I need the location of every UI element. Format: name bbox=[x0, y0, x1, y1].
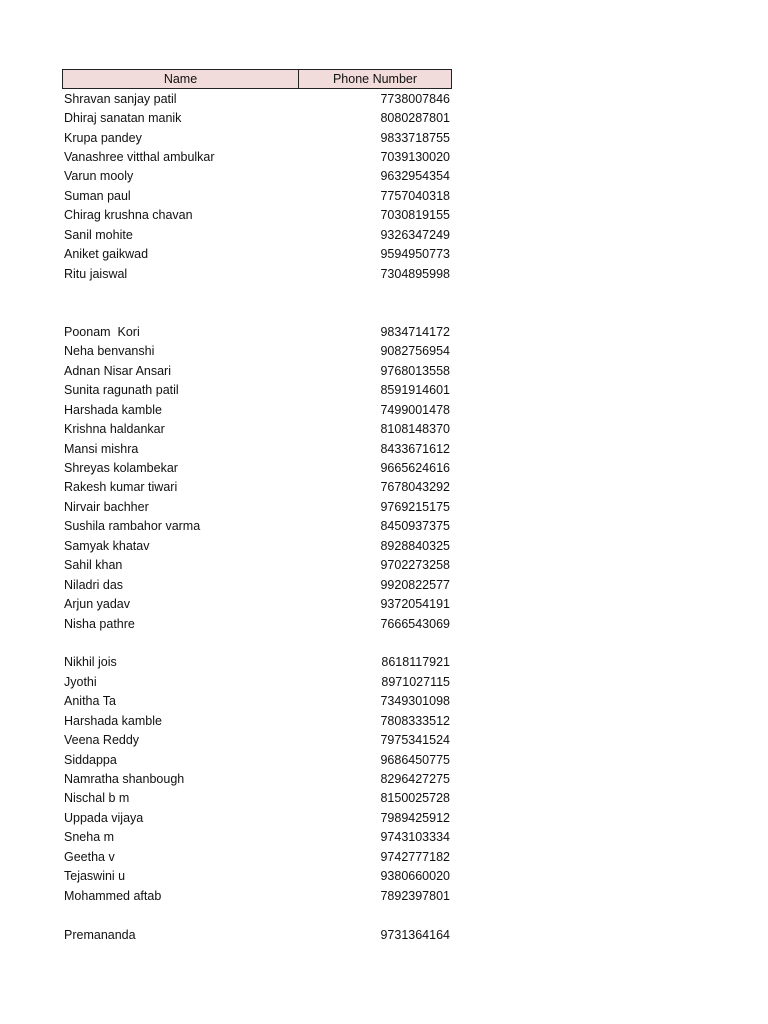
cell-phone: 7678043292 bbox=[380, 480, 450, 495]
cell-phone: 9702273258 bbox=[380, 558, 450, 573]
table-row bbox=[62, 789, 452, 808]
cell-phone: 8080287801 bbox=[380, 111, 450, 126]
table-row bbox=[62, 439, 452, 458]
cell-phone: 7039130020 bbox=[380, 150, 450, 165]
cell-phone: 8971027115 bbox=[381, 674, 450, 689]
cell-name: Nirvair bachher bbox=[64, 499, 149, 514]
table-row bbox=[62, 750, 452, 769]
table-row bbox=[62, 264, 452, 283]
header-name: Name bbox=[63, 70, 299, 88]
table-row bbox=[62, 478, 452, 497]
cell-phone: 8591914601 bbox=[380, 383, 450, 398]
cell-name: Dhiraj sanatan manik bbox=[64, 111, 182, 126]
cell-name: Uppada vijaya bbox=[64, 810, 144, 825]
cell-name: Sunita ragunath patil bbox=[64, 383, 179, 398]
cell-name: Ritu jaiswal bbox=[64, 266, 128, 281]
cell-phone: 7989425912 bbox=[380, 810, 450, 825]
table-row bbox=[62, 672, 452, 691]
cell-name: Varun mooly bbox=[64, 169, 134, 184]
cell-phone: 8296427275 bbox=[380, 772, 450, 787]
table-row bbox=[62, 692, 452, 711]
table-row bbox=[62, 167, 452, 186]
table-row bbox=[62, 711, 452, 730]
table-row bbox=[62, 322, 452, 341]
table-row bbox=[62, 847, 452, 866]
cell-name: Sneha m bbox=[64, 830, 115, 845]
table-row bbox=[62, 186, 452, 205]
table-row bbox=[62, 614, 452, 633]
cell-name: Shreyas kolambekar bbox=[64, 461, 178, 476]
cell-phone: 9665624616 bbox=[380, 461, 450, 476]
cell-phone: 7892397801 bbox=[380, 888, 450, 903]
cell-name: Veena Reddy bbox=[64, 733, 140, 748]
table-row bbox=[62, 886, 452, 905]
table-row bbox=[62, 419, 452, 438]
cell-name: Nischal b m bbox=[64, 791, 130, 806]
cell-name: Samyak khatav bbox=[64, 538, 150, 553]
table-row bbox=[62, 128, 452, 147]
cell-name: Sahil khan bbox=[64, 558, 123, 573]
table-row bbox=[62, 400, 452, 419]
cell-phone: 7304895998 bbox=[380, 266, 450, 281]
cell-phone: 9686450775 bbox=[380, 752, 450, 767]
cell-name: Mohammed aftab bbox=[64, 888, 162, 903]
table-row bbox=[62, 575, 452, 594]
cell-name: Suman paul bbox=[64, 188, 131, 203]
cell-phone: 9920822577 bbox=[380, 577, 450, 592]
cell-phone: 9632954354 bbox=[380, 169, 450, 184]
table-row bbox=[62, 905, 452, 924]
cell-name: Harshada kamble bbox=[64, 713, 162, 728]
cell-phone: 8450937375 bbox=[380, 519, 450, 534]
cell-phone: 9082756954 bbox=[380, 344, 450, 359]
cell-name: Jyothi bbox=[64, 674, 97, 689]
cell-phone: 7499001478 bbox=[380, 402, 450, 417]
cell-phone: 7030819155 bbox=[380, 208, 450, 223]
cell-name: Namratha shanbough bbox=[64, 772, 185, 787]
cell-phone: 8928840325 bbox=[380, 538, 450, 553]
table-row bbox=[62, 653, 452, 672]
cell-phone: 7757040318 bbox=[380, 188, 450, 203]
cell-name: Niladri das bbox=[64, 577, 124, 592]
table-row bbox=[62, 594, 452, 613]
cell-phone: 9380660020 bbox=[380, 869, 450, 884]
cell-name: Shravan sanjay patil bbox=[64, 91, 177, 106]
table-row bbox=[62, 556, 452, 575]
table-row bbox=[62, 108, 452, 127]
table-row bbox=[62, 828, 452, 847]
cell-phone: 9769215175 bbox=[380, 499, 450, 514]
cell-name: Poonam Kori bbox=[64, 324, 140, 339]
table-row bbox=[62, 89, 452, 108]
cell-name: Harshada kamble bbox=[64, 402, 162, 417]
table-row bbox=[62, 497, 452, 516]
table-row bbox=[62, 206, 452, 225]
table-row bbox=[62, 536, 452, 555]
cell-phone: 9731364164 bbox=[380, 927, 450, 942]
contact-sheet bbox=[62, 69, 452, 944]
cell-name: Arjun yadav bbox=[64, 597, 131, 612]
table-row bbox=[62, 867, 452, 886]
cell-name: Rakesh kumar tiwari bbox=[64, 480, 178, 495]
cell-phone: 9326347249 bbox=[380, 227, 450, 242]
cell-phone: 7738007846 bbox=[380, 91, 450, 106]
table-row bbox=[62, 303, 452, 322]
cell-phone: 7975341524 bbox=[380, 733, 450, 748]
cell-name: Neha benvanshi bbox=[64, 344, 155, 359]
cell-name: Anitha Ta bbox=[64, 694, 116, 709]
cell-name: Aniket gaikwad bbox=[64, 247, 149, 262]
cell-phone: 9372054191 bbox=[380, 597, 450, 612]
cell-name: Geetha v bbox=[64, 849, 115, 864]
cell-phone: 9834714172 bbox=[380, 324, 450, 339]
cell-name: Sanil mohite bbox=[64, 227, 133, 242]
cell-phone: 8108148370 bbox=[380, 422, 450, 437]
table-row bbox=[62, 147, 452, 166]
table-row bbox=[62, 769, 452, 788]
table-row bbox=[62, 283, 452, 302]
table-row bbox=[62, 245, 452, 264]
cell-phone: 8150025728 bbox=[380, 791, 450, 806]
table-row bbox=[62, 225, 452, 244]
cell-name: Vanashree vitthal ambulkar bbox=[64, 150, 215, 165]
cell-name: Chirag krushna chavan bbox=[64, 208, 193, 223]
table-row bbox=[62, 925, 452, 944]
cell-name: Premananda bbox=[64, 927, 136, 942]
cell-name: Mansi mishra bbox=[64, 441, 139, 456]
table-row bbox=[62, 458, 452, 477]
cell-name: Krupa pandey bbox=[64, 130, 142, 145]
cell-name: Siddappa bbox=[64, 752, 117, 767]
cell-name: Adnan Nisar Ansari bbox=[64, 363, 172, 378]
table-row bbox=[62, 808, 452, 827]
cell-name: Nisha pathre bbox=[64, 616, 135, 631]
cell-name: Krishna haldankar bbox=[64, 422, 165, 437]
cell-phone: 9768013558 bbox=[380, 363, 450, 378]
table-row bbox=[62, 633, 452, 652]
cell-phone: 9743103334 bbox=[380, 830, 450, 845]
cell-name: Tejaswini u bbox=[64, 869, 126, 884]
table-row bbox=[62, 361, 452, 380]
table-body bbox=[62, 89, 452, 944]
table-row bbox=[62, 517, 452, 536]
table-row bbox=[62, 381, 452, 400]
cell-phone: 7666543069 bbox=[380, 616, 450, 631]
cell-phone: 8433671612 bbox=[380, 441, 450, 456]
cell-name: Sushila rambahor varma bbox=[64, 519, 201, 534]
table-row bbox=[62, 730, 452, 749]
cell-name: Nikhil jois bbox=[64, 655, 117, 670]
header-phone: Phone Number bbox=[332, 72, 418, 86]
cell-phone: 7808333512 bbox=[380, 713, 450, 728]
cell-phone: 8618117921 bbox=[381, 655, 450, 670]
cell-phone: 7349301098 bbox=[380, 694, 450, 709]
cell-phone: 9833718755 bbox=[380, 130, 450, 145]
table-header bbox=[62, 69, 452, 89]
table-row bbox=[62, 342, 452, 361]
cell-phone: 9594950773 bbox=[380, 247, 450, 262]
cell-phone: 9742777182 bbox=[380, 849, 450, 864]
